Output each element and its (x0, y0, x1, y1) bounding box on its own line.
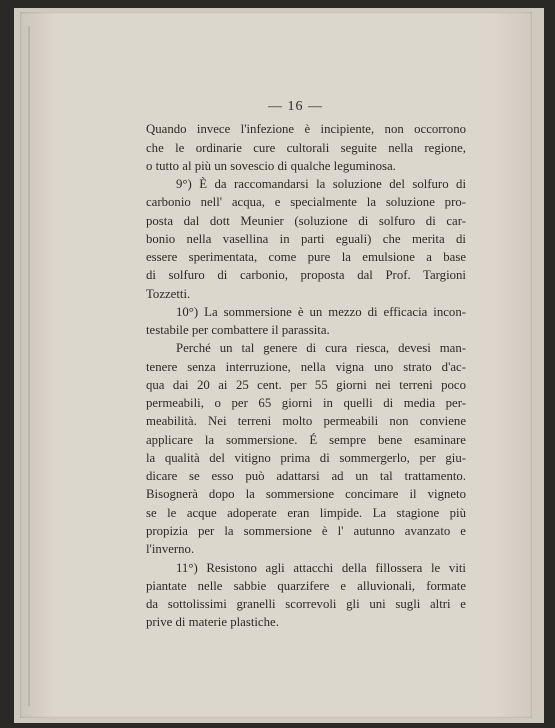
text-line: bonio nella vasellina in parti eguali) che merita di (146, 232, 466, 246)
text-line: piantate nelle sabbie quarzifere e alluvionali, formate (146, 579, 466, 593)
text-line: la qualità del vitigno prima di sommergerlo, per giu- (146, 451, 466, 465)
text-line: propizia per la sommersione è l' autunno avanzato e (146, 524, 466, 538)
text-line: o tutto al più un sovescio di qualche leguminosa. (146, 159, 396, 173)
text-line: essere sperimentata, come pure la emulsione a base (146, 250, 466, 264)
page-shadow-left (20, 12, 54, 718)
text-line: posta dal dott Meunier (soluzione di solfuro di car- (146, 214, 466, 228)
text-line: 11°) Resistono agli attacchi della fillossera le viti (176, 561, 466, 575)
text-line: Tozzetti. (146, 287, 191, 301)
text-line: 9°) È da raccomandarsi la soluzione del solfuro di (176, 177, 466, 191)
page-number: — 16 — (268, 99, 323, 114)
text-line: di solfuro di carbonio, proposta dal Prof. Targioni (146, 268, 466, 282)
text-line: Perché un tal genere di cura riesca, devesi man- (176, 341, 466, 355)
text-line: se le acque adoperate eran limpide. La stagione più (146, 506, 466, 520)
text-line: permeabili, o per 65 giorni in quelli di media per- (146, 396, 466, 410)
text-line: dicare se esso può adattarsi ad un tal trattamento. (146, 469, 466, 483)
text-line: tenere senza interruzione, nella vigna uno strato d'ac- (146, 360, 466, 374)
text-line: applicare la sommersione. É sempre bene esaminare (146, 433, 466, 447)
text-line: Bisognerà dopo la sommersione concimare il vigneto (146, 487, 466, 501)
text-line: l'inverno. (146, 542, 195, 556)
page-shadow-right (492, 12, 532, 718)
text-line: 10°) La sommersione è un mezzo di efficacia incon- (176, 305, 466, 319)
text-line: testabile per combattere il parassita. (146, 323, 330, 337)
text-line: che le ordinarie cure cultorali seguite nella regione, (146, 141, 466, 155)
page-edge-line (28, 26, 30, 706)
text-line: meabilità. Nei terreni molto permeabili non conviene (146, 414, 466, 428)
text-line: qua dai 20 ai 25 cent. per 55 giorni nei terreni poco (146, 378, 466, 392)
text-line: carbonio nell' acqua, e specialmente la soluzione pro- (146, 195, 466, 209)
text-line: da sottolissimi granelli scorrevoli gli uni sugli altri e (146, 597, 466, 611)
text-line: Quando invece l'infezione è incipiente, non occorrono (146, 122, 466, 136)
text-line: prive di materie plastiche. (146, 615, 279, 629)
